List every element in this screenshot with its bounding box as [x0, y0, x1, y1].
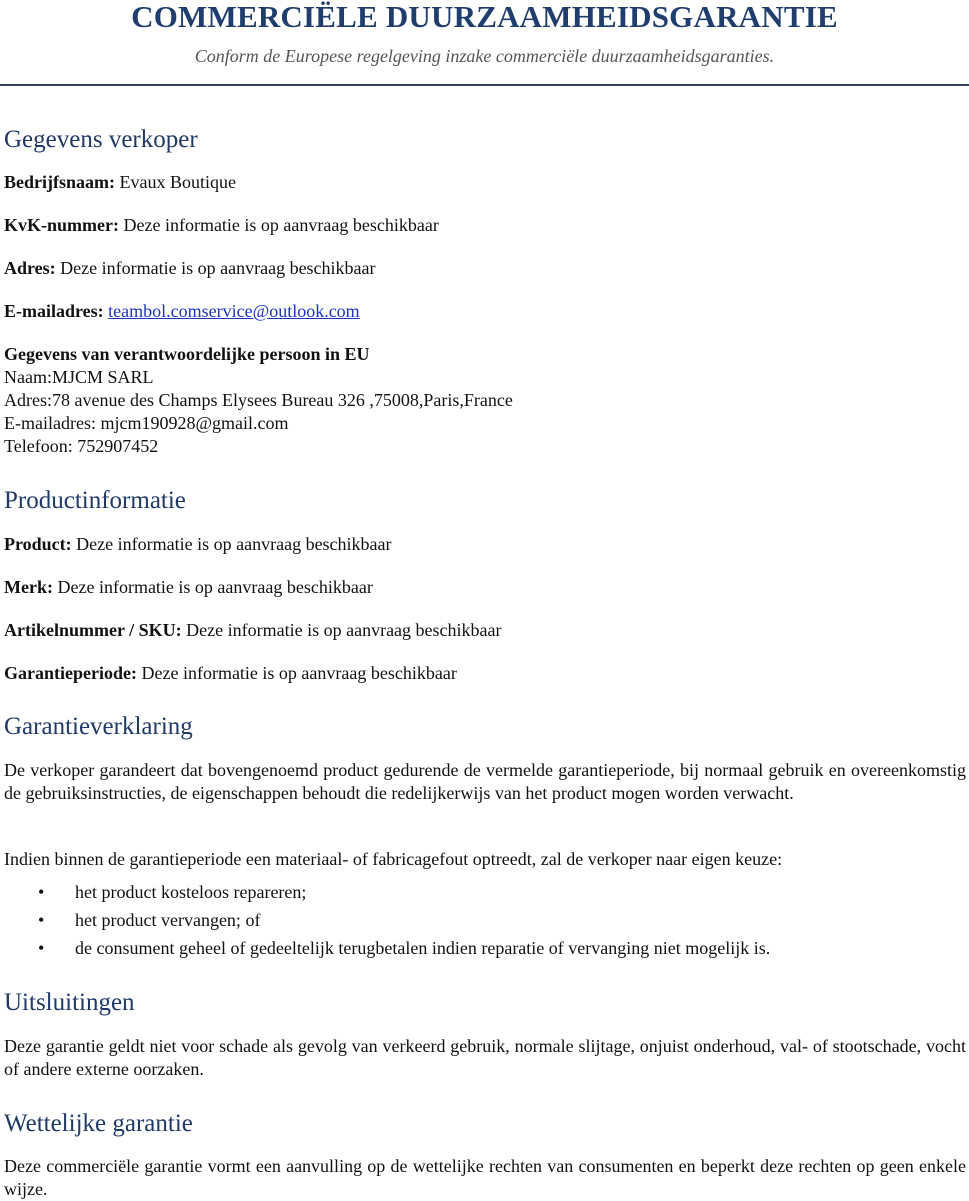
- eu-responsible-name: Naam:MJCM SARL: [4, 367, 154, 387]
- warranty-paragraph-2: Indien binnen de garantieperiode een materiaal- of fabricagefout optreedt, zal de verkoper naar eigen keuze:: [4, 849, 783, 869]
- eu-responsible-phone: Telefoon: 752907452: [4, 436, 159, 456]
- warranty-period-row: [4, 662, 457, 684]
- section-heading-warranty: Garantieverklaring: [4, 713, 193, 740]
- sku-value: Deze informatie is op aanvraag beschikbaar: [186, 620, 502, 640]
- seller-email-link[interactable]: teambol.comservice@outlook.com: [108, 301, 360, 321]
- list-item-text: de consument geheel of gedeeltelijk terugbetalen indien reparatie of vervanging niet mogelijk is.: [75, 938, 771, 958]
- section-heading-exclusions: Uitsluitingen: [4, 989, 135, 1016]
- brand-row: [4, 576, 373, 598]
- warranty-period-value: Deze informatie is op aanvraag beschikbaar: [141, 663, 457, 683]
- eu-responsible-address: Adres:78 avenue des Champs Elysees Bureau 326 ,75008,Paris,France: [4, 390, 513, 410]
- section-heading-product: Productinformatie: [4, 487, 186, 514]
- brand-label: Merk:: [4, 577, 53, 597]
- brand-value: Deze informatie is op aanvraag beschikbaar: [57, 577, 373, 597]
- seller-address-value: Deze informatie is op aanvraag beschikbaar: [60, 258, 376, 278]
- kvk-number-label: KvK-nummer:: [4, 215, 119, 235]
- product-value: Deze informatie is op aanvraag beschikbaar: [76, 534, 392, 554]
- document-subtitle: Conform de Europese regelgeving inzake commerciële duurzaamheidsgaranties.: [194, 46, 775, 66]
- section-heading-legal: Wettelijke garantie: [4, 1110, 193, 1137]
- sku-label: Artikelnummer / SKU:: [4, 620, 182, 640]
- eu-responsible-heading: Gegevens van verantwoordelijke persoon in EU: [4, 344, 370, 364]
- section-heading-seller: Gegevens verkoper: [4, 126, 198, 153]
- document-title: COMMERCIËLE DUURZAAMHEIDSGARANTIE: [131, 0, 838, 34]
- list-item-text: het product kosteloos repareren;: [75, 882, 307, 902]
- company-name-label: Bedrijfsnaam:: [4, 172, 115, 192]
- company-name-row: [4, 171, 236, 193]
- sku-row: [4, 619, 502, 641]
- document-header: [0, 0, 969, 86]
- list-item-text: het product vervangen; of: [75, 910, 261, 930]
- seller-email-label: E-mailadres:: [4, 301, 104, 321]
- bullet-icon: •: [38, 938, 45, 958]
- warranty-period-label: Garantieperiode:: [4, 663, 137, 683]
- bullet-icon: •: [38, 910, 45, 930]
- kvk-number-row: [4, 214, 439, 236]
- product-label: Product:: [4, 534, 72, 554]
- company-name-value: Evaux Boutique: [119, 172, 236, 192]
- seller-address-row: [4, 257, 376, 279]
- product-row: [4, 533, 392, 555]
- seller-address-label: Adres:: [4, 258, 56, 278]
- warranty-paragraph-1: De verkoper garandeert dat bovengenoemd product gedurende de vermelde garantieperiode, bij normaal gebruik en overeenkomstig de gebruiksinstructies, de eigenschappen behoudt die redelijkerwijs van het product mogen worden verwacht.: [4, 760, 966, 803]
- seller-email-row: [4, 300, 360, 322]
- bullet-icon: •: [38, 882, 45, 902]
- legal-paragraph: Deze commerciële garantie vormt een aanvulling op de wettelijke rechten van consumenten en beperkt deze rechten op geen enkele wijze.: [4, 1156, 966, 1199]
- eu-responsible-email: E-mailadres: mjcm190928@gmail.com: [4, 413, 289, 433]
- exclusions-paragraph: Deze garantie geldt niet voor schade als gevolg van verkeerd gebruik, normale slijtage, onjuist onderhoud, val- of stootschade, vocht of andere externe oorzaken.: [4, 1036, 966, 1079]
- kvk-number-value: Deze informatie is op aanvraag beschikbaar: [123, 215, 439, 235]
